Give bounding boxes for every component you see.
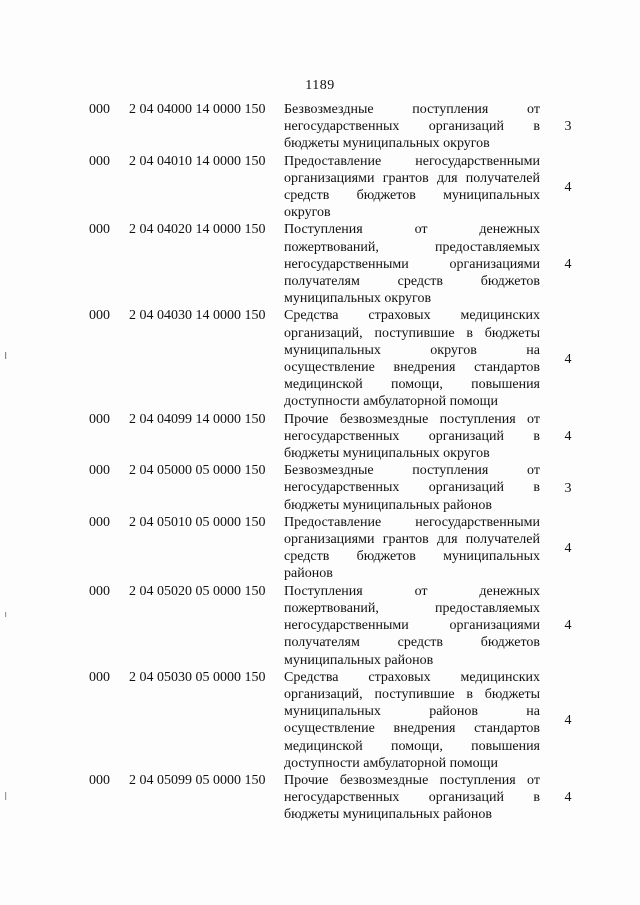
admin-code: 000 — [89, 153, 110, 169]
description-line: бюджеты муниципальных районов — [284, 497, 492, 513]
description-line: Прочие безвозмездные поступления от — [284, 772, 540, 788]
description-line: Предоставление негосударственными — [284, 514, 540, 530]
description-line: доступности амбулаторной помощи — [284, 394, 498, 410]
income-description — [284, 307, 540, 410]
admin-code: 000 — [89, 308, 110, 324]
description-line: медицинской помощи, повышения — [284, 738, 540, 754]
description-line: Прочие безвозмездные поступления от — [284, 411, 540, 427]
level-number: 4 — [564, 618, 572, 634]
description-line: Безвозмездные поступления от — [284, 463, 540, 479]
table-row — [0, 514, 640, 583]
description-line: негосударственными организациями — [284, 256, 540, 272]
description-line: организаций, поступившие в бюджеты — [284, 325, 540, 341]
level-number: 4 — [564, 790, 572, 806]
table-row — [0, 772, 640, 824]
description-line: районов — [284, 566, 333, 582]
income-description — [284, 411, 540, 463]
level-number: 3 — [564, 480, 572, 496]
description-line: муниципальных округов на — [284, 342, 540, 358]
description-line: негосударственных организаций в — [284, 119, 540, 135]
income-description — [284, 669, 540, 772]
description-line: Средства страховых медицинских — [284, 308, 540, 324]
description-line: получателям средств бюджетов — [284, 274, 540, 290]
level-number: 4 — [564, 540, 572, 556]
description-line: негосударственными организациями — [284, 618, 540, 634]
table-row — [0, 101, 640, 153]
level-number: 3 — [564, 119, 572, 135]
level-number: 4 — [564, 428, 572, 444]
description-line: бюджеты муниципальных округов — [284, 136, 490, 152]
description-line: пожертвований, предоставляемых — [284, 600, 540, 616]
income-description — [284, 514, 540, 583]
classification-code: 2 04 04099 14 0000 150 — [129, 411, 266, 427]
description-line: муниципальных районов — [284, 652, 434, 668]
description-line: получателям средств бюджетов — [284, 635, 540, 651]
admin-code: 000 — [89, 514, 110, 530]
level-number: 4 — [564, 351, 572, 367]
description-line: пожертвований, предоставляемых — [284, 239, 540, 255]
admin-code: 000 — [89, 222, 110, 238]
description-line: организациями грантов для получателей — [284, 170, 540, 186]
description-line: Предоставление негосударственными — [284, 153, 540, 169]
admin-code: 000 — [89, 463, 110, 479]
description-line: Поступления от денежных — [284, 583, 540, 599]
description-line: негосударственных организаций в — [284, 480, 540, 496]
income-description — [284, 462, 540, 514]
page-number: 1189 — [305, 78, 335, 93]
level-number: 4 — [564, 712, 572, 728]
admin-code: 000 — [89, 411, 110, 427]
table-row — [0, 411, 640, 463]
classification-code: 2 04 04020 14 0000 150 — [129, 222, 266, 238]
income-description — [284, 101, 540, 153]
table-row — [0, 583, 640, 669]
description-line: средств бюджетов муниципальных — [284, 549, 540, 565]
description-line: округов — [284, 205, 331, 221]
description-line: организациями грантов для получателей — [284, 532, 540, 548]
income-description — [284, 221, 540, 307]
admin-code: 000 — [89, 669, 110, 685]
classification-code: 2 04 04000 14 0000 150 — [129, 102, 266, 117]
description-line: муниципальных округов — [284, 291, 432, 307]
classification-code: 2 04 04010 14 0000 150 — [129, 153, 266, 169]
classification-code: 2 04 05020 05 0000 150 — [129, 583, 266, 599]
description-line: организаций, поступившие в бюджеты — [284, 686, 540, 702]
classification-code: 2 04 05010 05 0000 150 — [129, 514, 266, 530]
table-row — [0, 462, 640, 514]
table-row — [0, 669, 640, 772]
description-line: Поступления от денежных — [284, 222, 540, 238]
admin-code: 000 — [89, 772, 110, 788]
description-line: негосударственных организаций в — [284, 790, 540, 806]
description-line: негосударственных организаций в — [284, 428, 540, 444]
description-line: бюджеты муниципальных районов — [284, 807, 492, 823]
classification-code: 2 04 05000 05 0000 150 — [129, 463, 266, 479]
admin-code: 000 — [89, 102, 110, 117]
admin-code: 000 — [89, 583, 110, 599]
table-row — [0, 307, 640, 410]
level-number: 4 — [564, 256, 572, 272]
table-row — [0, 221, 640, 307]
description-line: муниципальных районов на — [284, 704, 540, 720]
description-line: медицинской помощи, повышения — [284, 377, 540, 393]
income-description — [284, 772, 540, 824]
table-row — [0, 153, 640, 222]
income-description — [284, 153, 540, 222]
level-number: 4 — [564, 179, 572, 195]
description-line: бюджеты муниципальных округов — [284, 446, 490, 462]
description-line: доступности амбулаторной помощи — [284, 755, 498, 771]
income-description — [284, 583, 540, 669]
classification-code: 2 04 05030 05 0000 150 — [129, 669, 266, 685]
budget-codes-table — [0, 101, 640, 824]
description-line: Безвозмездные поступления от — [284, 102, 540, 117]
classification-code: 2 04 04030 14 0000 150 — [129, 308, 266, 324]
classification-code: 2 04 05099 05 0000 150 — [129, 772, 266, 788]
description-line: средств бюджетов муниципальных — [284, 188, 540, 204]
description-line: осуществление внедрения стандартов — [284, 721, 540, 737]
description-line: Средства страховых медицинских — [284, 669, 540, 685]
description-line: осуществление внедрения стандартов — [284, 360, 540, 376]
